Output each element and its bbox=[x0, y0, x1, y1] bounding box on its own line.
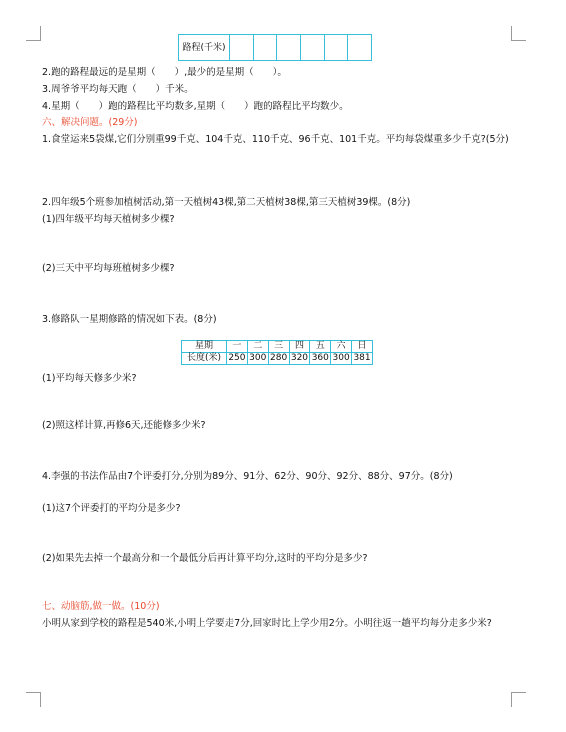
running-distance-table bbox=[178, 34, 372, 61]
problem-2-part-1: (1)四年级平均每天植树多少棵? bbox=[42, 214, 175, 225]
day-cell: 二 bbox=[247, 341, 268, 353]
section-6-title: 六、解决问题。(29分) bbox=[42, 117, 138, 128]
table-header-cell: 星期 bbox=[182, 341, 227, 353]
page-corner-top-left bbox=[26, 26, 41, 41]
problem-3-part-1: (1)平均每天修多少米? bbox=[42, 373, 137, 384]
section-7-title: 七、动脑筋,做一做。(10分) bbox=[42, 601, 160, 612]
page-corner-bottom-right bbox=[511, 692, 526, 707]
length-cell: 300 bbox=[332, 353, 350, 363]
problem-3-part-2: (2)照这样计算,再修6天,还能修多少米? bbox=[42, 420, 206, 431]
day-cell: 三 bbox=[268, 341, 289, 353]
table-header-cell: 路程(千米) bbox=[179, 35, 230, 61]
day-cell: 五 bbox=[310, 341, 331, 353]
length-cell: 360 bbox=[311, 353, 329, 363]
problem-3: 3.修路队一星期修路的情况如下表。(8分) bbox=[42, 314, 217, 325]
page-corner-bottom-left bbox=[26, 692, 41, 707]
problem-section-7: 小明从家到学校的路程是540米,小明上学要走7分,回家时比上学少用2分。小明往返一趟平均每分走多少米? bbox=[42, 618, 492, 629]
table-cell bbox=[300, 35, 324, 61]
road-repair-table bbox=[181, 340, 373, 365]
table-cell bbox=[348, 35, 372, 61]
day-cell: 日 bbox=[352, 341, 373, 353]
day-cell: 六 bbox=[331, 341, 352, 353]
question-2: 2.跑的路程最远的是星期（ ）,最少的是星期（ ）。 bbox=[42, 67, 287, 78]
day-cell: 四 bbox=[289, 341, 310, 353]
length-cell: 381 bbox=[353, 353, 371, 363]
problem-2: 2.四年级5个班参加植树活动,第一天植树43棵,第二天植树38棵,第三天植树39棵。(8分) bbox=[42, 197, 411, 208]
table-row-label: 长度(米) bbox=[182, 353, 227, 365]
problem-2-part-2: (2)三天中平均每班植树多少棵? bbox=[42, 263, 175, 274]
problem-1: 1.食堂运来5袋煤,它们分别重99千克、104千克、110千克、96千克、101千克。平均每袋煤重多少千克?(5分) bbox=[42, 134, 509, 145]
length-cell: 320 bbox=[290, 353, 309, 363]
table-cell bbox=[230, 35, 254, 61]
table-cell bbox=[253, 35, 277, 61]
table-cell bbox=[277, 35, 301, 61]
problem-4: 4.李强的书法作品由7个评委打分,分别为89分、91分、62分、90分、92分、88分、97分。(8分) bbox=[42, 471, 453, 482]
question-4: 4.星期（ ）跑的路程比平均数多,星期（ ）跑的路程比平均数少。 bbox=[42, 101, 349, 112]
problem-4-part-2: (2)如果先去掉一个最高分和一个最低分后再计算平均分,这时的平均分是多少? bbox=[42, 553, 368, 564]
question-3: 3.周爷爷平均每天跑（ ）千米。 bbox=[42, 84, 194, 95]
table-cell bbox=[324, 35, 348, 61]
length-cell: 280 bbox=[270, 353, 288, 363]
length-cell: 250 bbox=[228, 353, 246, 363]
day-cell: 一 bbox=[227, 341, 248, 353]
page-corner-top-right bbox=[511, 26, 526, 41]
length-cell: 300 bbox=[249, 353, 267, 363]
problem-4-part-1: (1)这7个评委打的平均分是多少? bbox=[42, 503, 181, 514]
